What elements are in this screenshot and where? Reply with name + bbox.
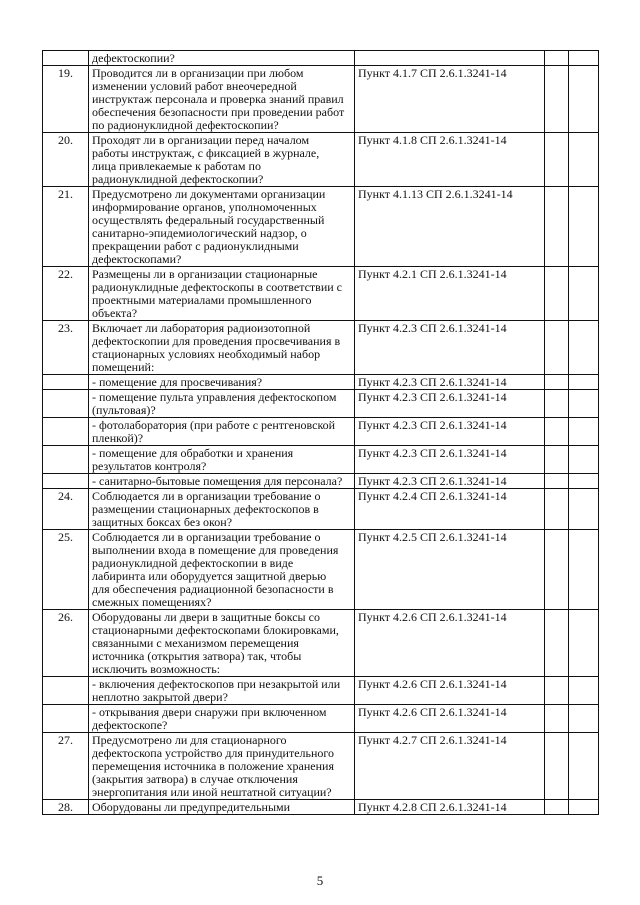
- note-cell: [569, 489, 599, 530]
- answer-cell: [545, 446, 569, 474]
- note-cell: [569, 418, 599, 446]
- row-number: 24.: [43, 489, 89, 530]
- row-number: 22.: [43, 267, 89, 321]
- requirement-text: Оборудованы ли предупредительными: [89, 800, 355, 815]
- table-row: [43, 375, 599, 390]
- answer-cell: [545, 66, 569, 133]
- answer-cell: [545, 530, 569, 610]
- row-number: 19.: [43, 66, 89, 133]
- table-row: [43, 530, 599, 610]
- row-number: 21.: [43, 187, 89, 267]
- row-number: [43, 418, 89, 446]
- row-number: 27.: [43, 733, 89, 800]
- row-number: 26.: [43, 610, 89, 677]
- note-cell: [569, 66, 599, 133]
- regulation-reference: Пункт 4.1.13 СП 2.6.1.3241-14: [355, 187, 545, 267]
- note-cell: [569, 321, 599, 375]
- requirement-text: дефектоскопии?: [89, 51, 355, 66]
- answer-cell: [545, 474, 569, 489]
- regulation-reference: Пункт 4.1.7 СП 2.6.1.3241-14: [355, 66, 545, 133]
- table-row: [43, 705, 599, 733]
- regulation-reference: Пункт 4.2.3 СП 2.6.1.3241-14: [355, 446, 545, 474]
- answer-cell: [545, 375, 569, 390]
- table-row: [43, 677, 599, 705]
- table-row: [43, 489, 599, 530]
- requirement-text: - фотолаборатория (при работе с рентгеновской пленкой)?: [89, 418, 355, 446]
- regulation-reference: Пункт 4.2.6 СП 2.6.1.3241-14: [355, 610, 545, 677]
- answer-cell: [545, 705, 569, 733]
- note-cell: [569, 530, 599, 610]
- table-row: [43, 133, 599, 187]
- table-row: [43, 474, 599, 489]
- requirement-text: - открывания двери снаружи при включенном дефектоскопе?: [89, 705, 355, 733]
- regulation-reference: Пункт 4.2.3 СП 2.6.1.3241-14: [355, 390, 545, 418]
- regulation-reference: Пункт 4.2.6 СП 2.6.1.3241-14: [355, 705, 545, 733]
- regulation-reference: Пункт 4.2.1 СП 2.6.1.3241-14: [355, 267, 545, 321]
- note-cell: [569, 677, 599, 705]
- row-number: 28.: [43, 800, 89, 815]
- regulation-reference: Пункт 4.2.3 СП 2.6.1.3241-14: [355, 418, 545, 446]
- regulation-reference: Пункт 4.2.3 СП 2.6.1.3241-14: [355, 321, 545, 375]
- requirement-text: - помещение пульта управления дефектоскопом (пультовая)?: [89, 390, 355, 418]
- note-cell: [569, 375, 599, 390]
- requirement-text: Включает ли лаборатория радиоизотопной дефектоскопии для проведения просвечивания в стационарных условиях необходимый набор помещений:: [89, 321, 355, 375]
- row-number: [43, 474, 89, 489]
- answer-cell: [545, 800, 569, 815]
- requirement-text: Оборудованы ли двери в защитные боксы со стационарными дефектоскопами блокировками, связанными с механизмом перемещения источника (открытия затвора) так, чтобы исключить возможность:: [89, 610, 355, 677]
- table-row: [43, 267, 599, 321]
- requirement-text: Соблюдается ли в организации требование о размещении стационарных дефектоскопов в защитных боксах без окон?: [89, 489, 355, 530]
- requirement-text: - помещение для просвечивания?: [89, 375, 355, 390]
- answer-cell: [545, 133, 569, 187]
- answer-cell: [545, 390, 569, 418]
- regulation-reference: Пункт 4.2.4 СП 2.6.1.3241-14: [355, 489, 545, 530]
- note-cell: [569, 733, 599, 800]
- table-row: [43, 418, 599, 446]
- answer-cell: [545, 418, 569, 446]
- table-row: [43, 51, 599, 66]
- table-row: [43, 446, 599, 474]
- row-number: 25.: [43, 530, 89, 610]
- checklist-table: [42, 50, 599, 815]
- table-row: [43, 733, 599, 800]
- row-number: [43, 390, 89, 418]
- note-cell: [569, 390, 599, 418]
- row-number: [43, 705, 89, 733]
- table-row: [43, 66, 599, 133]
- regulation-reference: Пункт 4.2.3 СП 2.6.1.3241-14: [355, 474, 545, 489]
- requirement-text: Проводится ли в организации при любом изменении условий работ внеочередной инструктаж персонала и проверка знаний правил обеспечения безопасности при проведении работ по радионуклидной дефектоскопии?: [89, 66, 355, 133]
- note-cell: [569, 800, 599, 815]
- table-row: [43, 610, 599, 677]
- page-number: 5: [316, 873, 324, 888]
- regulation-reference: Пункт 4.2.7 СП 2.6.1.3241-14: [355, 733, 545, 800]
- note-cell: [569, 474, 599, 489]
- table-row: [43, 187, 599, 267]
- note-cell: [569, 267, 599, 321]
- row-number: [43, 375, 89, 390]
- answer-cell: [545, 610, 569, 677]
- row-number: 23.: [43, 321, 89, 375]
- table-row: [43, 390, 599, 418]
- requirement-text: Предусмотрено ли для стационарного дефектоскопа устройство для принудительного перемещения источника в положение хранения (закрытия затвора) в случае отключения энергопитания или иной нештатной ситуации?: [89, 733, 355, 800]
- table-row: [43, 321, 599, 375]
- regulation-reference: Пункт 4.2.8 СП 2.6.1.3241-14: [355, 800, 545, 815]
- note-cell: [569, 610, 599, 677]
- requirement-text: Размещены ли в организации стационарные радионуклидные дефектоскопы в соответствии с проектными материалами промышленного объекта?: [89, 267, 355, 321]
- regulation-reference: Пункт 4.1.8 СП 2.6.1.3241-14: [355, 133, 545, 187]
- answer-cell: [545, 677, 569, 705]
- note-cell: [569, 705, 599, 733]
- answer-cell: [545, 51, 569, 66]
- requirement-text: - включения дефектоскопов при незакрытой или неплотно закрытой двери?: [89, 677, 355, 705]
- answer-cell: [545, 187, 569, 267]
- regulation-reference: Пункт 4.2.3 СП 2.6.1.3241-14: [355, 375, 545, 390]
- requirement-text: Проходят ли в организации перед началом работы инструктаж, с фиксацией в журнале, лица привлекаемые к работам по радионуклидной дефектоскопии?: [89, 133, 355, 187]
- note-cell: [569, 51, 599, 66]
- note-cell: [569, 133, 599, 187]
- regulation-reference: Пункт 4.2.5 СП 2.6.1.3241-14: [355, 530, 545, 610]
- note-cell: [569, 446, 599, 474]
- requirement-text: Соблюдается ли в организации требование о выполнении входа в помещение для проведения радионуклидной дефектоскопии в виде лабиринта или оборудуется защитной дверью для обеспечения радиационной безопасности в смежных помещениях?: [89, 530, 355, 610]
- answer-cell: [545, 267, 569, 321]
- row-number: [43, 446, 89, 474]
- requirement-text: - помещение для обработки и хранения результатов контроля?: [89, 446, 355, 474]
- row-number: 20.: [43, 133, 89, 187]
- requirement-text: Предусмотрено ли документами организации информирование органов, уполномоченных осуществлять федеральный государственный санитарно-эпидемиологический надзор, о прекращении работ с радионуклидными дефектоскопами?: [89, 187, 355, 267]
- row-number: [43, 677, 89, 705]
- note-cell: [569, 187, 599, 267]
- table-row: [43, 800, 599, 815]
- requirement-text: - санитарно-бытовые помещения для персонала?: [89, 474, 355, 489]
- answer-cell: [545, 733, 569, 800]
- regulation-reference: [355, 51, 545, 66]
- regulation-reference: Пункт 4.2.6 СП 2.6.1.3241-14: [355, 677, 545, 705]
- answer-cell: [545, 321, 569, 375]
- answer-cell: [545, 489, 569, 530]
- row-number: [43, 51, 89, 66]
